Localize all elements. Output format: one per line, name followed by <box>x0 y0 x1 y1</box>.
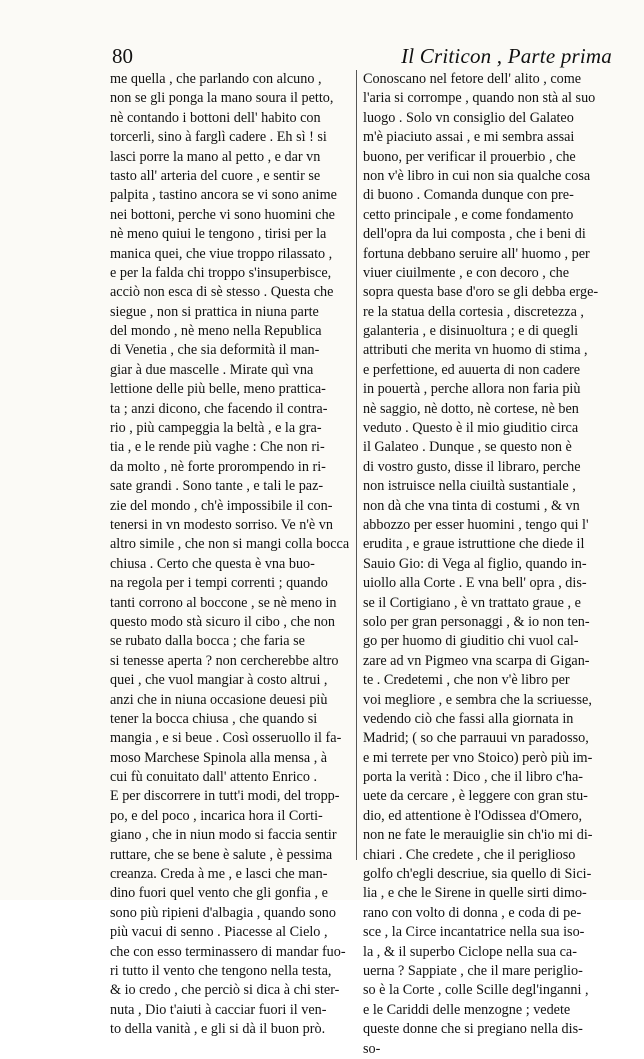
text-line: ta ; anzi dicono, che facendo il contra- <box>110 400 328 417</box>
text-line: giano , che in niun modo si faccia sentir <box>110 827 337 844</box>
text-line: uerna ? Sappiate , che il mare periglio- <box>363 962 583 979</box>
text-line: di buono . Comanda dunque con pre- <box>363 187 574 204</box>
text-line: manica quei, che viue troppo rilassato , <box>110 245 333 262</box>
text-line: anzi che in niuna occasione deuesi più <box>110 691 328 708</box>
text-line: nè meno quiui le tengono , tirisi per la <box>110 226 327 243</box>
text-line: zie del mondo , ch'è impossibile il con- <box>110 497 333 514</box>
text-line: galanteria , e disinuoltura ; e di quegli <box>363 323 579 340</box>
text-line: il Galateo . Dunque , se questo non è <box>363 439 572 456</box>
text-line: tanti corrono al boccone , se nè meno in <box>110 594 337 611</box>
text-line: di Venetia , che sia deformità il man- <box>110 342 320 359</box>
text-line: lia , e che le Sirene in quelle sirti dimo- <box>363 885 587 902</box>
text-line: non v'è libro in cui non sia qualche cosa <box>363 167 591 184</box>
text-line: Sauio Gio: di Vega al figlio, quando in- <box>363 555 587 572</box>
text-line: voi megliore , e sembra che la scriuesse, <box>363 691 592 708</box>
text-line: na regola per i tempi correnti ; quando <box>110 575 328 592</box>
text-line: non istruisce nella ciuiltà sustantiale , <box>363 478 576 495</box>
text-line: siegue , non si prattica in niuna parte <box>110 303 319 320</box>
text-line: lettione delle più belle, meno prattica- <box>110 381 326 398</box>
text-line: più vacui di senno . Piacesse al Cielo , <box>110 924 328 941</box>
text-line: sono più ripieni d'albagia , quando sono <box>110 904 336 921</box>
text-line: rio , più campeggia la beltà , e la gra- <box>110 420 322 437</box>
text-line: Madrid; ( so che parrauui vn paradosso, <box>363 730 589 747</box>
text-line: so è la Corte , colle Scille degl'inganni , <box>363 982 589 999</box>
text-line: go per huomo di giuditio chi vuol cal- <box>363 633 579 650</box>
text-line: buono, per verificar il prouerbio , che <box>363 148 576 165</box>
text-line: non se gli ponga la mano soura il petto, <box>110 90 334 107</box>
text-line: creanza. Creda à me , e lasci che man- <box>110 866 328 883</box>
text-line: queste donne che si pregiano nella dis- <box>363 1021 583 1038</box>
text-line: si tenesse aperta ? non cercherebbe altro <box>110 652 339 669</box>
text-line: dino fuori quel vento che gli gonfia , e <box>110 885 328 902</box>
text-line: tenersi in vn modesto sorriso. Ve n'è vn <box>110 516 333 533</box>
text-line: vedendo ciò che fassi alla giornata in <box>363 710 574 727</box>
text-line: altro simile , che non si mangi colla bocca <box>110 536 350 553</box>
text-line: e mi terrete per vno Stoico) però più im- <box>363 749 593 766</box>
text-line: del mondo , nè meno nella Republica <box>110 323 322 340</box>
text-line: m'è piaciuto assai , e mi sembra assai <box>363 129 575 146</box>
text-line: ruttare, che se bene è salute , è pessima <box>110 846 333 863</box>
text-line: ri tutto il vento che tengono nella testa, <box>110 962 332 979</box>
text-line: po, e del poco , incarica hora il Corti- <box>110 807 323 824</box>
text-line: sate grandi . Sono tante , e tali le paz- <box>110 478 324 495</box>
text-line: cui fù conuitato dall' attento Enrico . <box>110 769 318 786</box>
text-line: golfo ch'egli descriue, sia quello di Sici- <box>363 866 592 883</box>
text-line: e perfettione, ed auuerta di non cadere <box>363 361 581 378</box>
text-line: solo per gran personaggi , & io non ten- <box>363 613 590 630</box>
text-line: cetto principale , e come fondamento <box>363 206 574 223</box>
text-line: da molto , nè forte prorompendo in ri- <box>110 458 326 475</box>
text-line: nè saggio, nè dotto, nè cortese, nè ben <box>363 400 579 417</box>
text-line: acciò non esca di sè stesso . Questa che <box>110 284 334 301</box>
text-line: non dà che vna tinta di costumi , & vn <box>363 497 580 514</box>
text-line: tasto all' arteria del cuore , e sentir se <box>110 167 321 184</box>
text-line: tener la bocca chiusa , che quando si <box>110 710 318 727</box>
text-line: chiari . Che credete , che il periglioso <box>363 846 576 863</box>
text-line: se rubato dalla bocca ; che faria se <box>110 633 305 650</box>
text-line: la , & il superbo Ciclope nella sua ca- <box>363 943 577 960</box>
text-line: te . Credetemi , che non v'è libro per <box>363 672 570 689</box>
text-line: mangia , e si beue . Così osseruollo il fa- <box>110 730 342 747</box>
page-header <box>112 44 612 70</box>
left-text-column <box>110 70 358 1040</box>
text-line: nei bottoni, perche vi sono huomini che <box>110 206 335 223</box>
text-line: che con esso terminassero di mandar fuo- <box>110 943 346 960</box>
text-line: e per la falda chi troppo s'insuperbisce, <box>110 264 332 281</box>
text-line: palpita , tastino ancora se vi sono anime <box>110 187 337 204</box>
page-number: 80 <box>112 44 133 68</box>
text-line: giar à due mascelle . Mirate quì vna <box>110 361 314 378</box>
text-line: porta la verità : Dico , che il libro c'ha- <box>363 769 584 786</box>
text-line: luogo . Solo vn consiglio del Galateo <box>363 109 574 126</box>
text-line: e le Cariddi delle menzogne ; vedete <box>363 1001 571 1018</box>
text-line: viuer ciuilmente , e con decoro , che <box>363 264 570 281</box>
text-line: Conoscano nel fetore dell' alito , come <box>363 71 582 87</box>
running-title: Il Criticon , Parte prima <box>401 44 612 68</box>
text-line: non ne fate le merauiglie sin ch'io mi di- <box>363 827 593 844</box>
text-line: di vostro gusto, disse il libraro, perche <box>363 458 581 475</box>
text-line: uiollo alla Corte . E vna bell' opra , dis- <box>363 575 587 592</box>
text-line: torcerli, sino à farglì cadere . Eh sì ! si <box>110 129 327 146</box>
text-line: dell'opra da lui composta , che i beni di <box>363 226 586 243</box>
text-line: nè contando i bottoni dell' habito con <box>110 109 321 126</box>
text-line: so- <box>363 1040 381 1057</box>
text-line: zare ad vn Pigmeo vna scarpa di Gigan- <box>363 652 590 669</box>
text-line: moso Marchese Spinola alla mensa , à <box>110 749 328 766</box>
text-line: veduto . Questo è il mio giuditio circa <box>363 420 579 437</box>
text-line: chiusa . Certo che questa è vna buo- <box>110 555 315 572</box>
text-line: tia , e le rende più vaghe : Che non ri- <box>110 439 325 456</box>
text-line: nuta , Dio t'aiuti à cacciar fuori il ven- <box>110 1001 327 1018</box>
text-line: me quella , che parlando con alcuno , <box>110 71 322 87</box>
text-line: erudita , e graue istruttione che diede il <box>363 536 585 553</box>
text-line: sce , la Circe incantatrice nella sua iso- <box>363 924 585 941</box>
text-line: se il Cortigiano , è vn trattato graue , e <box>363 594 581 611</box>
text-line: lasci porre la mano al petto , e dar vn <box>110 148 321 165</box>
text-line: abbozzo per esser huomini , tengo qui l' <box>363 516 589 533</box>
text-line: fortuna debbano seruire all' huomo , per <box>363 245 590 262</box>
text-line: attributi che merita vn huomo di stima , <box>363 342 588 359</box>
text-line: l'aria si corrompe , quando non stà al suo <box>363 90 596 107</box>
text-line: questo modo stà sicuro il cibo , che non <box>110 613 335 630</box>
column-divider <box>356 70 357 860</box>
text-line: in pouertà , perche allora non faria più <box>363 381 581 398</box>
text-line: E per discorrere in tutt'i modi, del tropp- <box>110 788 340 805</box>
text-line: re la statua della cortesia , discretezza , <box>363 303 584 320</box>
text-line: quei , che vuol mangiar à costo altrui , <box>110 672 328 689</box>
text-line: uete da cercare , è leggere con gran stu- <box>363 788 588 805</box>
right-text-column <box>363 70 613 1059</box>
text-line: sopra questa base d'oro se gli debba erge- <box>363 284 599 301</box>
text-line: dio, ed attentione è l'Odissea d'Omero, <box>363 807 583 824</box>
text-line: to della vanità , e gli si dà il buon prò. <box>110 1021 326 1038</box>
text-line: & io credo , che perciò si dica à chi ster- <box>110 982 340 999</box>
text-line: rano con volto di donna , e coda di pe- <box>363 904 582 921</box>
